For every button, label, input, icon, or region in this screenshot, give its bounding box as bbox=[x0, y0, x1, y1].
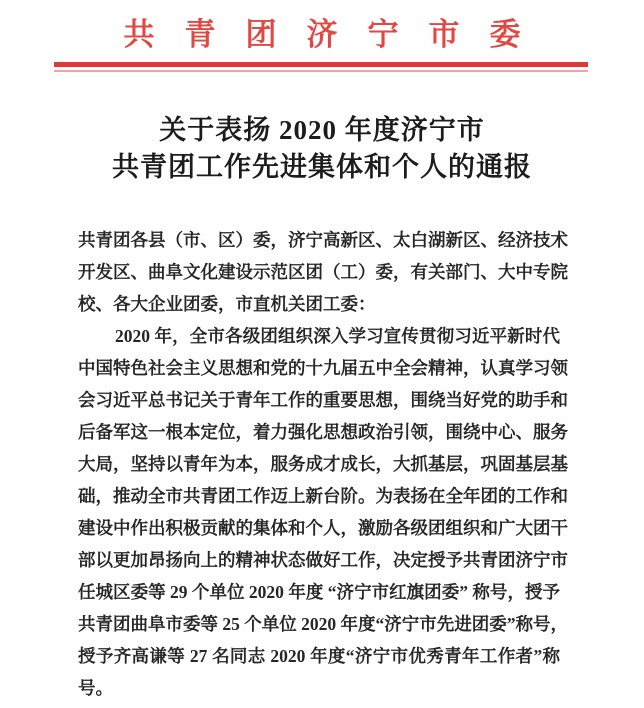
body-text-line: 大局，坚持以青年为本，服务成才成长，大抓基层，巩固基层基 bbox=[78, 454, 568, 474]
body-text-line: 部以更加昂扬向上的精神状态做好工作，决定授予共青团济宁市 bbox=[78, 550, 568, 570]
body-text-line: 任城区委等 29 个单位 2020 年度 “济宁市红旗团委” 称号，授予 bbox=[78, 582, 560, 602]
document-title-line1: 关于表扬 2020 年度济宁市 bbox=[159, 115, 485, 145]
body-text-line: 开发区、曲阜文化建设示范区团（工）委，有关部门、大中专院 bbox=[78, 262, 568, 282]
red-separator-line-thin bbox=[54, 70, 588, 72]
red-separator-line-thick bbox=[54, 62, 588, 67]
body-text-line: 校、各大企业团委，市直机关团工委： bbox=[78, 294, 376, 314]
body-text-line: 共青团曲阜市委等 25 个单位 2020 年度“济宁市先进团委”称号， bbox=[78, 614, 568, 634]
body-text-line: 建设中作出积极贡献的集体和个人，激励各级团组织和广大团干 bbox=[78, 518, 568, 538]
body-text-line: 后备军这一根本定位，着力强化思想政治引领，围绕中心、服务 bbox=[78, 422, 568, 442]
body-text-line: 中国特色社会主义思想和党的十九届五中全会精神，认真学习领 bbox=[78, 358, 568, 378]
body-text-line: 授予齐高谦等 27 名同志 2020 年度“济宁市优秀青年工作者”称 bbox=[78, 646, 560, 666]
document-title-line2: 共青团工作先进集体和个人的通报 bbox=[112, 152, 532, 182]
body-text-line: 共青团各县（市、区）委，济宁高新区、太白湖新区、经济技术 bbox=[78, 230, 568, 250]
document-title bbox=[40, 112, 604, 186]
body-text-line: 会习近平总书记关于青年工作的重要思想，围绕当好党的助手和 bbox=[78, 390, 568, 410]
document-body bbox=[78, 224, 568, 704]
body-text-line: 础，推动全市共青团工作迈上新台阶。为表扬在全年团的工作和 bbox=[78, 486, 568, 506]
body-text-line: 2020 年，全市各级团组织深入学习宣传贯彻习近平新时代 bbox=[115, 326, 560, 346]
letterhead-org-name: 共青团济宁市委 bbox=[123, 17, 551, 52]
body-text-line: 号。 bbox=[78, 678, 113, 698]
